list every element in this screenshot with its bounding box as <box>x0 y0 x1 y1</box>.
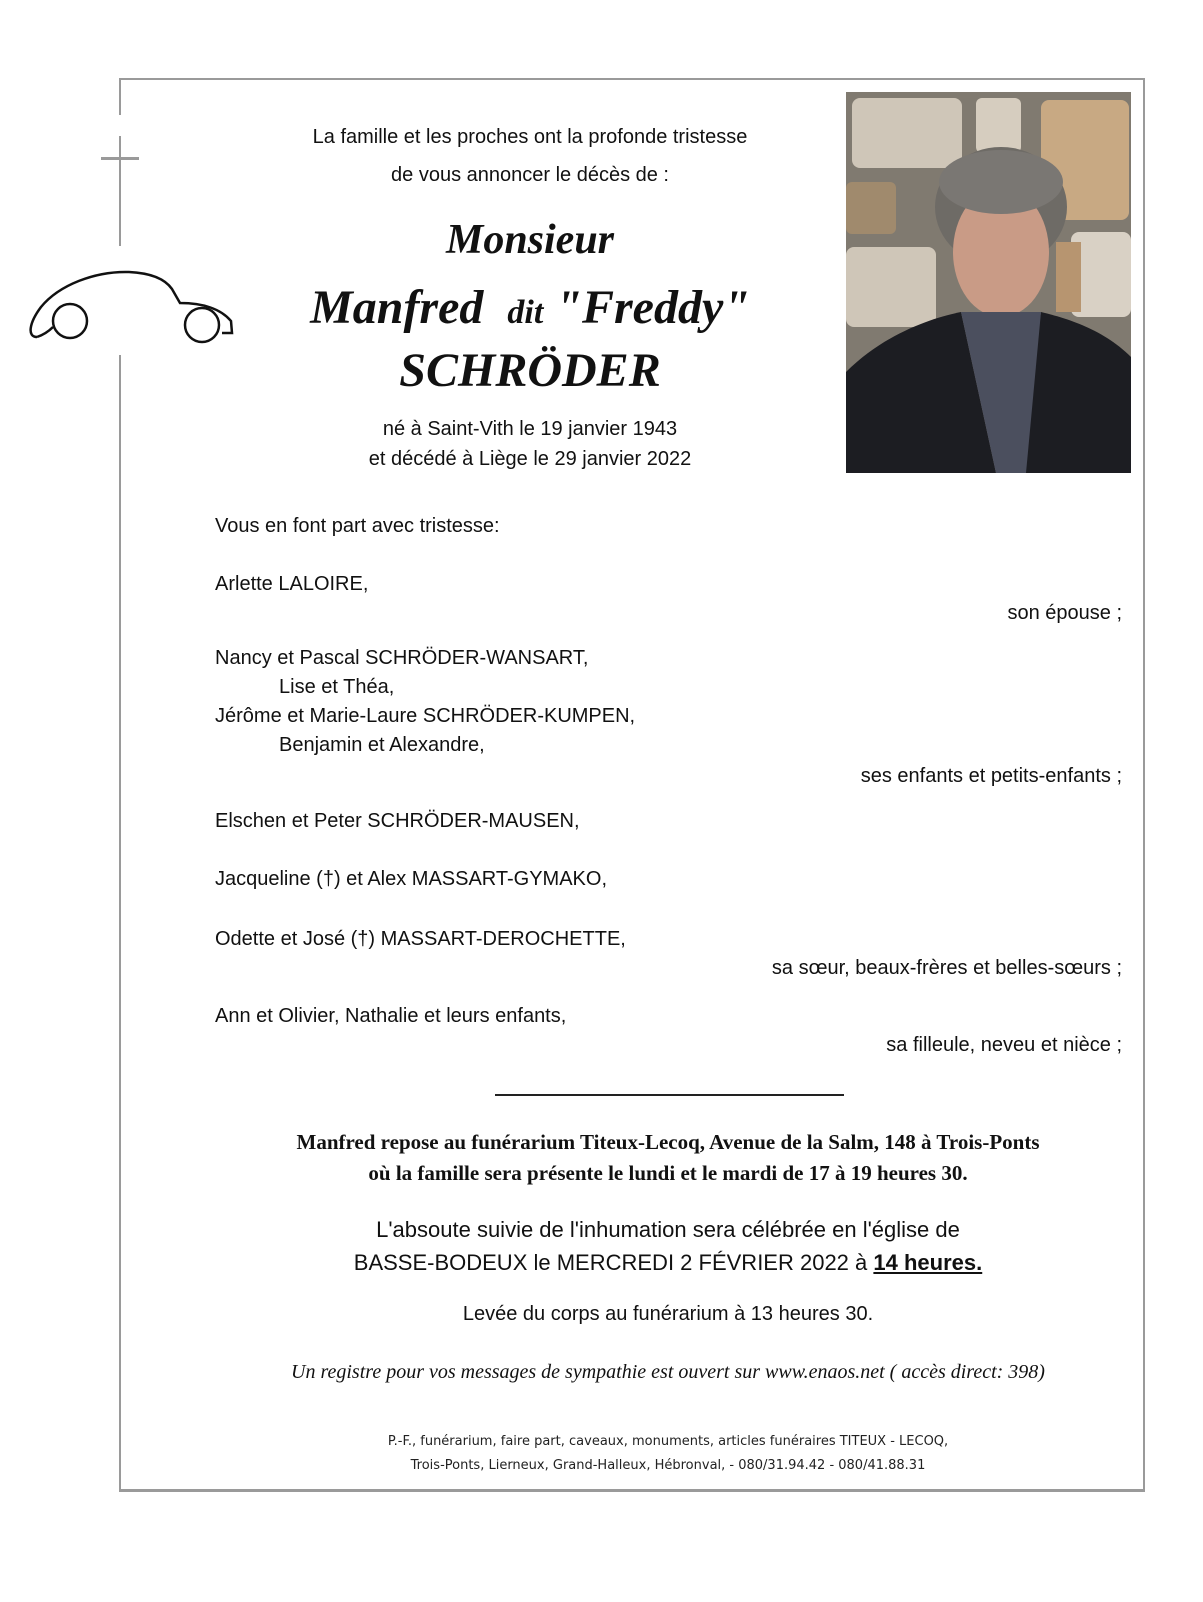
family-member: Benjamin et Alexandre, <box>279 734 485 756</box>
dit-label: dit <box>507 294 544 331</box>
funeral-home-footer <box>150 1430 1186 1478</box>
family-heading: Vous en font part avec tristesse: <box>215 515 500 537</box>
funerarium-line-1: Manfred repose au funérarium Titeux-Lecoq, Avenue de la Salm, 148 à Trois-Ponts <box>296 1130 1040 1154</box>
family-relation: son épouse ; <box>1007 602 1122 624</box>
frame-border-left-bottom <box>119 355 121 1491</box>
frame-border-left-top <box>119 78 121 115</box>
family-member: Odette et José (†) MASSART-DEROCHETTE, <box>215 928 626 950</box>
funerarium-info <box>150 1127 1186 1189</box>
ceremony-line-2 <box>150 1246 1186 1279</box>
birth-line: né à Saint-Vith le 19 janvier 1943 <box>382 418 678 440</box>
frame-border-bottom <box>119 1489 1145 1492</box>
first-name: Manfred <box>310 281 484 334</box>
ceremony-line-1: L'absoute suivie de l'inhumation sera célébrée en l'église de <box>376 1217 960 1242</box>
intro-text <box>230 118 830 194</box>
intro-line-1: La famille et les proches ont la profonde tristesse <box>312 126 748 148</box>
car-icon <box>25 255 235 350</box>
family-relation: sa filleule, neveu et nièce ; <box>886 1034 1122 1056</box>
family-member: Jacqueline (†) et Alex MASSART-GYMAKO, <box>215 868 608 890</box>
ceremony-date: BASSE-BODEUX le MERCREDI 2 FÉVRIER 2022 à <box>353 1250 874 1275</box>
family-member: Lise et Théa, <box>279 676 395 698</box>
condolence-register: Un registre pour vos messages de sympathie est ouvert sur www.enaos.net ( accès direct: 398) <box>291 1361 1045 1383</box>
last-name: SCHRÖDER <box>399 344 661 397</box>
family-member: Jérôme et Marie-Laure SCHRÖDER-KUMPEN, <box>215 705 636 727</box>
family-relation: sa sœur, beaux-frères et belles-sœurs ; <box>771 957 1122 979</box>
family-member: Arlette LALOIRE, <box>215 573 369 595</box>
footer-line-1: P.-F., funérarium, faire part, caveaux, monuments, articles funéraires TITEUX - LECOQ, <box>387 1434 949 1449</box>
cross-icon-stem <box>119 136 121 246</box>
frame-border-top <box>119 78 1145 80</box>
frame-border-right <box>1143 78 1145 1491</box>
honorific: Monsieur <box>445 217 615 263</box>
footer-line-2: Trois-Ponts, Lierneux, Grand-Halleux, Hébronval, - 080/31.94.42 - 080/41.88.31 <box>410 1458 926 1473</box>
cross-icon <box>101 157 139 160</box>
family-member: Ann et Olivier, Nathalie et leurs enfants, <box>215 1005 567 1027</box>
death-line: et décédé à Liège le 29 janvier 2022 <box>368 448 692 470</box>
full-name <box>230 280 830 335</box>
intro-line-2: de vous annoncer le décès de : <box>391 164 669 186</box>
family-member: Elschen et Peter SCHRÖDER-MAUSEN, <box>215 810 580 832</box>
family-relation: ses enfants et petits-enfants ; <box>860 765 1122 787</box>
nickname: "Freddy" <box>555 281 750 334</box>
ceremony-time: 14 heures. <box>873 1250 983 1275</box>
family-member: Nancy et Pascal SCHRÖDER-WANSART, <box>215 647 589 669</box>
ceremony-info <box>150 1213 1186 1279</box>
separator-line <box>495 1094 844 1096</box>
life-dates <box>230 414 830 474</box>
funerarium-line-2: où la famille sera présente le lundi et le mardi de 17 à 19 heures 30. <box>368 1161 968 1185</box>
portrait-photo <box>846 92 1131 473</box>
levee-du-corps: Levée du corps au funérarium à 13 heures 30. <box>462 1303 874 1325</box>
